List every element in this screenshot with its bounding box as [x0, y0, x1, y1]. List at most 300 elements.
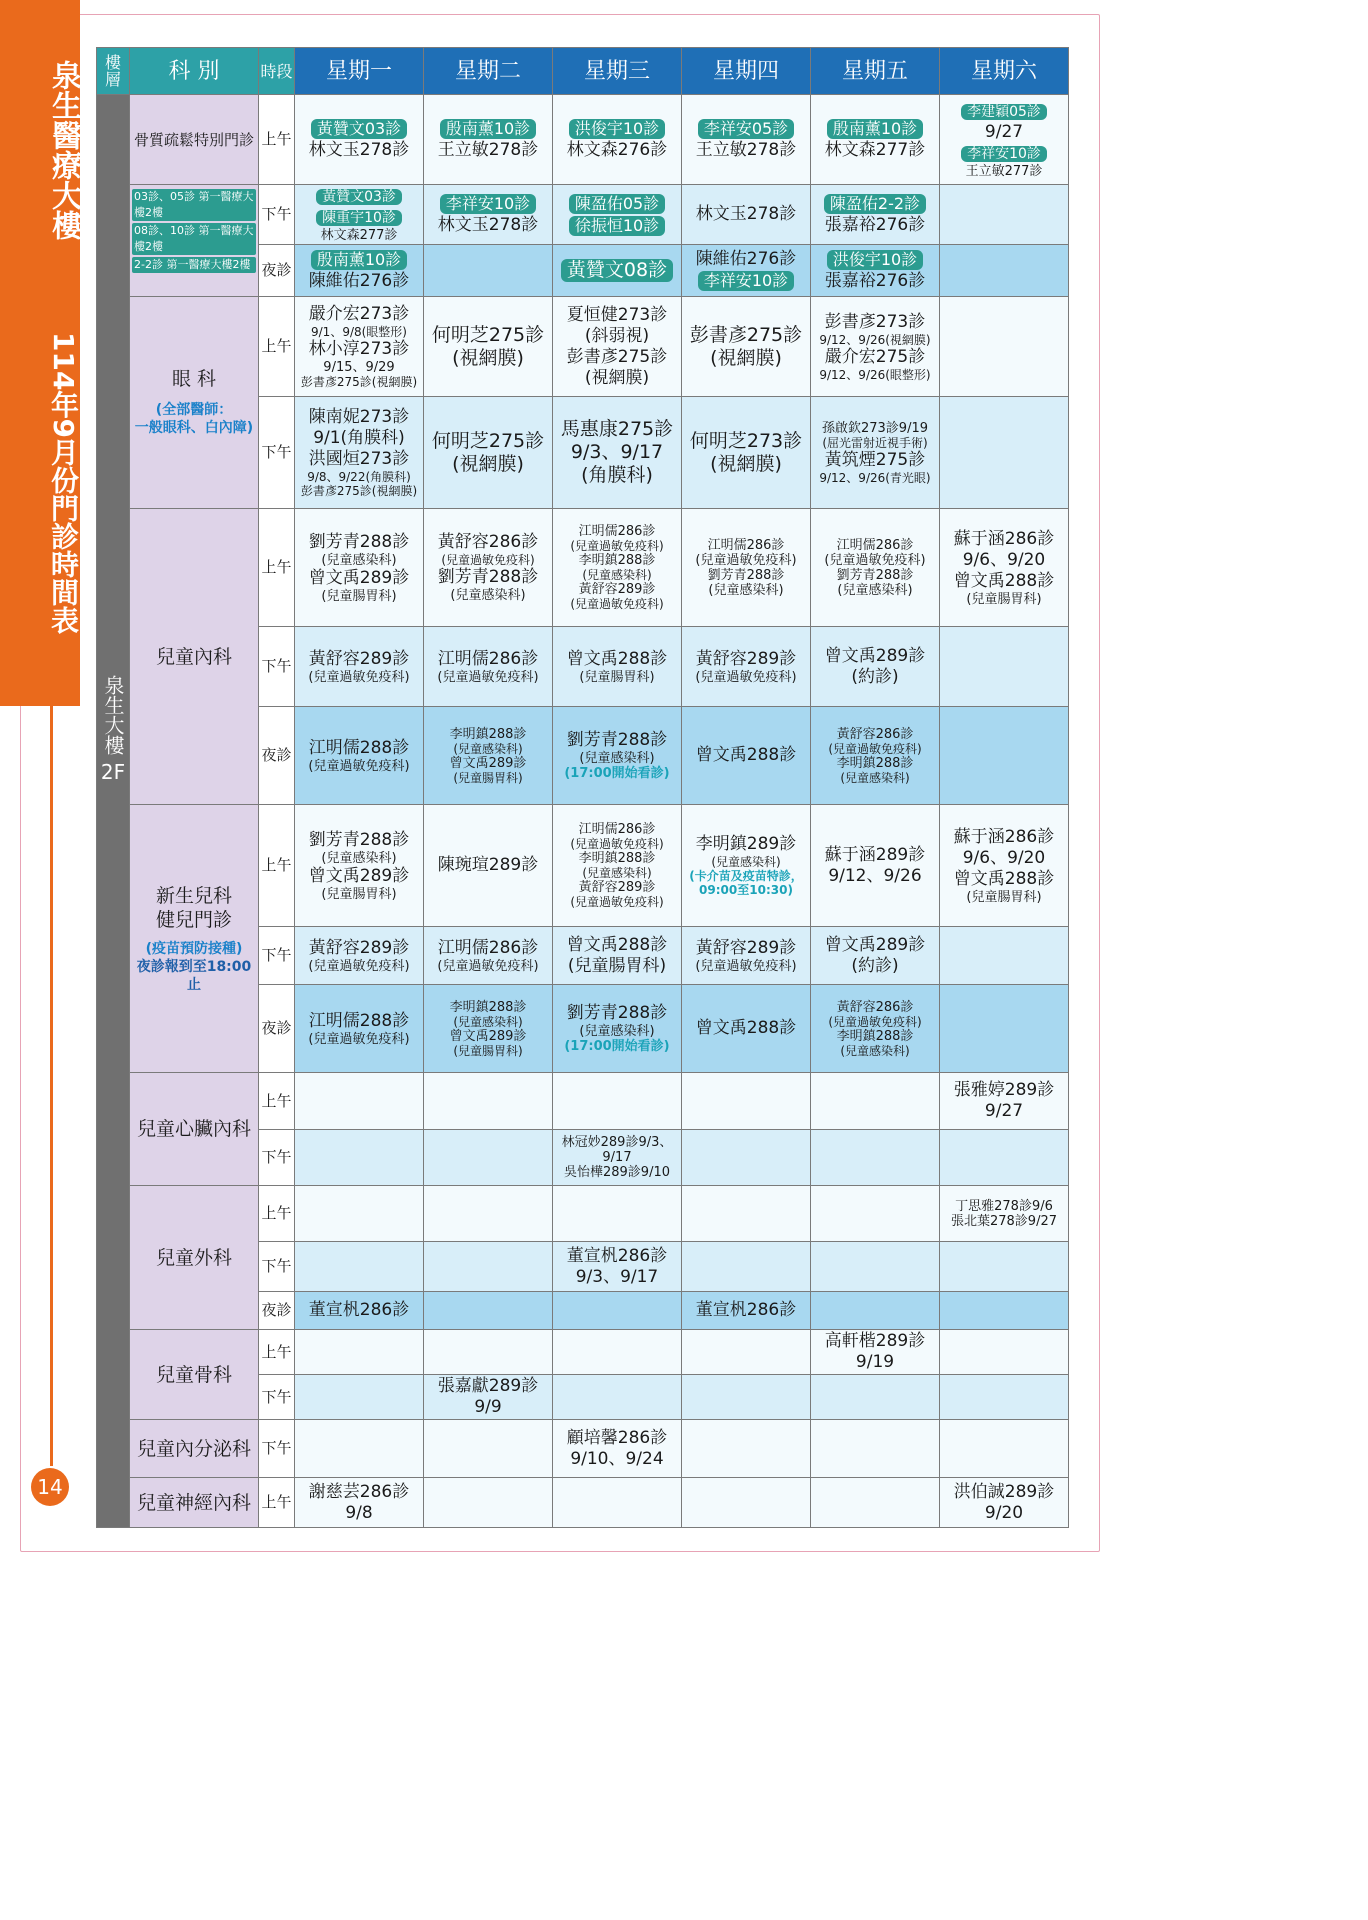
surg-ev-wed [553, 1292, 682, 1330]
bone-pm-fri-tag: 陳盈佑2-2診 [824, 194, 926, 214]
bone-pm-slot: 下午 [259, 185, 295, 245]
eye-am-mon-l1: 9/1、9/8(眼整形) [311, 325, 407, 339]
ped-pm-thu-l1: (兒童過敏免疫科) [695, 669, 797, 685]
bone-ev-thu-text: 陳維佑276診 [695, 249, 797, 269]
floor-level: 2F [100, 760, 126, 784]
nb-ev-fri-l3: (兒童感染科) [840, 1043, 910, 1058]
ped-am-sat [940, 509, 1069, 627]
ortho-pm-fri [811, 1375, 940, 1420]
nb-dept [130, 805, 259, 1073]
bone-locations [130, 185, 259, 297]
nb-am-mon-l0: 劉芳青288診 [308, 829, 410, 850]
surg-ev-mon: 董宣杋286診 [295, 1292, 424, 1330]
endo-pm-wed [553, 1420, 682, 1478]
surg-pm-tue [424, 1242, 553, 1292]
nb-ev-mon-l1: (兒童過敏免疫科) [308, 1031, 410, 1047]
eye-am-sat [940, 297, 1069, 397]
ped-pm-wed-l1: (兒童腸胃科) [579, 669, 655, 685]
eye-pm-thu-l0: 何明芝273診 [689, 429, 803, 452]
bone-pm-wed [553, 185, 682, 245]
ped-am-tue [424, 509, 553, 627]
eye-pm-sat [940, 397, 1069, 509]
ortho-am-slot: 上午 [259, 1330, 295, 1375]
ped-am-thu-l0: 江明儒286診 [707, 537, 785, 553]
bone-dept: 骨質疏鬆特別門診 [130, 95, 259, 185]
cardio-am-thu [682, 1073, 811, 1130]
surg-am-thu [682, 1186, 811, 1242]
eye-pm-slot: 下午 [259, 397, 295, 509]
ped-am-mon [295, 509, 424, 627]
ped-am-tue-l2: 劉芳青288診 [437, 567, 539, 587]
nb-am-fri [811, 805, 940, 927]
ped-ev-mon [295, 707, 424, 805]
ped-am-thu [682, 509, 811, 627]
cardio-pm-sat [940, 1130, 1069, 1186]
ortho-am-fri: 高軒楷289診9/19 [811, 1330, 940, 1375]
nb-am-thu-l0: 李明鎮289診 [695, 834, 797, 854]
ortho-am-thu [682, 1330, 811, 1375]
nb-am-thu-l2: (卡介苗及疫苗特診， [689, 869, 803, 883]
surg-ev-tue [424, 1292, 553, 1330]
nb-ev-wed-l0: 劉芳青288診 [566, 1003, 668, 1023]
nb-pm-thu-l1: (兒童過敏免疫科) [695, 958, 797, 974]
bone-am-mon-tag: 黃贊文03診 [311, 119, 407, 139]
ortho-pm-slot: 下午 [259, 1375, 295, 1420]
ortho-am-row [97, 1330, 1069, 1375]
bone-ev-fri [811, 245, 940, 297]
nb-note-2: 夜診報到至18:00止 [136, 958, 252, 993]
bone-ev-mon [295, 245, 424, 297]
endo-pm-slot: 下午 [259, 1420, 295, 1478]
bone-am-mon [295, 95, 424, 185]
bone-am-tue-tag: 殷南薰10診 [440, 119, 536, 139]
bone-pm-mon [295, 185, 424, 245]
eye-am-fri-l1: 9/12、9/26(視網膜) [819, 332, 931, 347]
bone-pm-mon-text: 林文森277診 [320, 228, 398, 243]
nb-am-tue [424, 805, 553, 927]
ped-am-wed-l3: (兒童感染科) [582, 568, 652, 582]
bone-am-thu-text: 王立敏278診 [695, 140, 797, 160]
cardio-pm-fri [811, 1130, 940, 1186]
eye-am-fri-l2: 嚴介宏275診 [824, 346, 926, 367]
nb-am-fri-l1: 9/12、9/26 [828, 865, 922, 886]
cardio-am-mon [295, 1073, 424, 1130]
ortho-dept: 兒童骨科 [130, 1330, 259, 1420]
nb-am-mon [295, 805, 424, 927]
bone-am-tue [424, 95, 553, 185]
ortho-pm-wed [553, 1375, 682, 1420]
ped-ev-fri-l3: (兒童感染科) [840, 770, 910, 785]
header-mon: 星期一 [295, 48, 424, 95]
ped-am-sat-l0: 蘇于涵286診 [953, 528, 1055, 549]
endo-pm-thu [682, 1420, 811, 1478]
eye-am-tue-l1: (視網膜) [452, 346, 524, 369]
endo-pm-sat [940, 1420, 1069, 1478]
bone-pm-row [97, 185, 1069, 245]
ped-ev-thu-l0: 曾文禹288診 [695, 745, 797, 765]
surg-am-sat-l0: 丁思雅278診9/6 [955, 1198, 1053, 1214]
ped-pm-fri [811, 627, 940, 707]
nb-am-fri-l0: 蘇于涵289診 [824, 844, 926, 865]
ped-am-slot: 上午 [259, 509, 295, 627]
nb-ev-wed [553, 985, 682, 1073]
bone-ev-sat [940, 245, 1069, 297]
cardio-am-sat-l0: 張雅婷289診 [953, 1080, 1055, 1100]
nb-am-wed-l5: (兒童過敏免疫科) [570, 895, 664, 909]
eye-pm-fri [811, 397, 940, 509]
cardio-am-sat [940, 1073, 1069, 1130]
bone-pm-wed-tag2: 徐振恒10診 [569, 216, 665, 236]
bone-ev-slot: 夜診 [259, 245, 295, 297]
bone-pm-tue [424, 185, 553, 245]
nb-am-wed-l4: 黃舒容289診 [578, 880, 656, 895]
ped-am-fri [811, 509, 940, 627]
eye-am-wed [553, 297, 682, 397]
eye-pm-fri-l2: 黃筑煙275診 [824, 449, 926, 470]
ped-pm-thu [682, 627, 811, 707]
bone-ev-fri-text: 張嘉裕276診 [824, 271, 926, 291]
cardio-am-slot: 上午 [259, 1073, 295, 1130]
ped-ev-tue-l2: 曾文禹289診 [449, 755, 527, 771]
nb-pm-sat [940, 927, 1069, 985]
cardio-pm-wed-l1: 吳怡樺289診9/10 [563, 1165, 670, 1180]
ortho-pm-thu [682, 1375, 811, 1420]
nb-am-thu [682, 805, 811, 927]
cardio-pm-tue [424, 1130, 553, 1186]
nb-ev-fri [811, 985, 940, 1073]
ped-pm-thu-l0: 黃舒容289診 [695, 648, 797, 669]
bone-am-fri-text: 林文森277診 [824, 140, 926, 160]
eye-pm-mon-l0: 陳南妮273診 [308, 407, 410, 427]
surg-am-sat [940, 1186, 1069, 1242]
nb-am-wed-l2: 李明鎮288診 [578, 851, 656, 866]
neuro-am-row [97, 1478, 1069, 1528]
ped-pm-mon [295, 627, 424, 707]
ped-am-mon-l3: (兒童腸胃科) [321, 588, 397, 604]
header-slot: 時段 [259, 48, 295, 95]
endo-pm-tue [424, 1420, 553, 1478]
eye-am-mon-l0: 嚴介宏273診 [308, 304, 410, 324]
bone-am-mon-text: 林文玉278診 [308, 140, 410, 160]
header-fri: 星期五 [811, 48, 940, 95]
ortho-am-wed [553, 1330, 682, 1375]
bone-pm-mon-tag1: 黃贊文03診 [316, 189, 402, 205]
eye-am-wed-l0: 夏恒健273診 [566, 304, 668, 325]
ortho-pm-sat [940, 1375, 1069, 1420]
ortho-am-tue [424, 1330, 553, 1375]
eye-pm-tue-l1: (視網膜) [452, 452, 524, 475]
cardio-dept: 兒童心臟內科 [130, 1073, 259, 1186]
nb-am-sat [940, 805, 1069, 927]
ped-ev-fri-l1: (兒童過敏免疫科) [828, 741, 922, 756]
bone-pm-mon-tag2: 陳重宇10診 [316, 210, 402, 226]
nb-ev-tue-l0: 李明鎮288診 [449, 999, 527, 1015]
cardio-pm-mon [295, 1130, 424, 1186]
eye-pm-thu-l1: (視網膜) [710, 452, 782, 475]
ped-am-fri-l1: (兒童過敏免疫科) [824, 552, 926, 568]
bone-am-wed-text: 林文森276診 [566, 140, 668, 160]
cardio-pm-wed-l0: 林冠妙289診9/3、9/17 [561, 1135, 673, 1165]
bone-am-slot: 上午 [259, 95, 295, 185]
nb-ev-slot: 夜診 [259, 985, 295, 1073]
bone-pm-sat [940, 185, 1069, 245]
schedule-table [96, 47, 1069, 1528]
nb-ev-thu [682, 985, 811, 1073]
nb-ev-wed-l1: (兒童感染科) [579, 1024, 655, 1039]
nb-pm-fri [811, 927, 940, 985]
header-wed: 星期三 [553, 48, 682, 95]
bone-loc-2: 08診、10診 第一醫療大樓2樓 [132, 223, 256, 255]
bone-am-wed-tag: 洪俊宇10診 [569, 119, 665, 139]
nb-am-wed [553, 805, 682, 927]
side-title: 泉生醫療大樓 [46, 60, 81, 240]
bone-am-row [97, 95, 1069, 185]
eye-pm-wed-l0: 馬惠康275診 [560, 418, 674, 440]
nb-pm-mon [295, 927, 424, 985]
eye-am-thu-l0: 彭書彥275診 [689, 323, 803, 346]
bone-ev-thu [682, 245, 811, 297]
nb-ev-tue-l2: 曾文禹289診 [449, 1028, 527, 1044]
eye-note-1: (全部醫師： [155, 402, 233, 418]
ped-am-thu-l1: (兒童過敏免疫科) [695, 552, 797, 568]
ped-ev-wed-l2: (17:00開始看診) [564, 766, 670, 781]
ped-dept: 兒童內科 [130, 509, 259, 805]
nb-pm-slot: 下午 [259, 927, 295, 985]
eye-pm-wed [553, 397, 682, 509]
eye-dept [130, 297, 259, 509]
nb-am-wed-l0: 江明儒286診 [578, 822, 656, 837]
ped-ev-tue-l0: 李明鎮288診 [449, 726, 527, 742]
eye-pm-mon-l2: 洪國烜273診 [308, 449, 410, 469]
bone-pm-wed-tag1: 陳盈佑05診 [569, 194, 665, 214]
ped-ev-wed-l1: (兒童感染科) [579, 751, 655, 766]
floor-cell [97, 95, 130, 1528]
bone-pm-tue-text: 林文玉278診 [437, 215, 539, 235]
nb-pm-fri-l1: (約診) [851, 955, 899, 976]
nb-am-mon-l3: (兒童腸胃科) [321, 886, 397, 902]
cardio-am-wed [553, 1073, 682, 1130]
neuro-am-tue [424, 1478, 553, 1528]
nb-note-1: (疫苗預防接種) [145, 940, 243, 957]
ped-am-sat-l3: (兒童腸胃科) [966, 591, 1042, 607]
ped-am-fri-l3: (兒童感染科) [837, 582, 913, 598]
surg-am-wed [553, 1186, 682, 1242]
bone-pm-tue-tag: 李祥安10診 [440, 194, 536, 214]
ped-ev-thu [682, 707, 811, 805]
neuro-am-sat: 洪伯誠289診9/20 [940, 1478, 1069, 1528]
nb-pm-tue-l1: (兒童過敏免疫科) [437, 958, 539, 974]
surg-pm-sat [940, 1242, 1069, 1292]
ped-am-mon-l0: 劉芳青288診 [308, 531, 410, 552]
eye-pm-tue-l0: 何明芝275診 [431, 429, 545, 452]
ped-am-tue-l1: (兒童過敏免疫科) [441, 553, 535, 567]
eye-am-wed-l1: (斜弱視) [584, 325, 650, 346]
ped-ev-tue-l1: (兒童感染科) [453, 741, 523, 756]
ped-pm-tue [424, 627, 553, 707]
bone-am-sat-tag2: 李祥安10診 [961, 146, 1047, 162]
ped-am-thu-l3: (兒童感染科) [708, 582, 784, 598]
bone-ev-mon-tag: 殷南薰10診 [311, 250, 407, 270]
ped-am-wed [553, 509, 682, 627]
eye-pm-fri-l3: 9/12、9/26(青光眼) [819, 470, 931, 485]
ped-pm-tue-l0: 江明儒286診 [437, 648, 539, 669]
eye-pm-fri-l1: (屈光雷射近視手術) [822, 435, 928, 450]
surg-am-mon [295, 1186, 424, 1242]
surg-ev-thu: 董宣杋286診 [682, 1292, 811, 1330]
eye-pm-tue [424, 397, 553, 509]
eye-am-fri [811, 297, 940, 397]
nb-ev-thu-l0: 曾文禹288診 [695, 1018, 797, 1038]
header-thu: 星期四 [682, 48, 811, 95]
eye-am-row [97, 297, 1069, 397]
page-number: 14 [31, 1468, 69, 1506]
nb-am-thu-l3: 09:00至10:30) [699, 883, 793, 897]
eye-am-wed-l3: (視網膜) [584, 367, 650, 388]
eye-pm-wed-l1: 9/3、9/17 [570, 441, 664, 463]
side-title-tab [0, 0, 80, 706]
surg-pm-fri [811, 1242, 940, 1292]
endo-dept: 兒童內分泌科 [130, 1420, 259, 1478]
neuro-am-wed [553, 1478, 682, 1528]
nb-ev-mon [295, 985, 424, 1073]
ped-am-fri-l2: 劉芳青288診 [836, 567, 914, 583]
endo-pm-wed-l1: 9/10、9/24 [570, 1448, 664, 1469]
bone-am-tue-text: 王立敏278診 [437, 140, 539, 160]
ortho-pm-mon [295, 1375, 424, 1420]
endo-pm-wed-l0: 顧培馨286診 [566, 1427, 668, 1448]
bone-am-sat-tag1: 李建穎05診 [961, 104, 1047, 120]
eye-pm-mon [295, 397, 424, 509]
nb-name-2: 健兒門診 [155, 908, 232, 931]
nb-pm-thu [682, 927, 811, 985]
eye-am-fri-l3: 9/12、9/26(眼整形) [819, 367, 931, 382]
nb-pm-wed-l1: (兒童腸胃科) [567, 955, 667, 976]
bone-am-sat-text: 王立敏277診 [965, 163, 1043, 179]
ped-am-tue-l3: (兒童感染科) [450, 588, 526, 603]
bone-pm-thu: 林文玉278診 [682, 185, 811, 245]
ped-am-mon-l2: 曾文禹289診 [308, 567, 410, 588]
ped-pm-fri-l0: 曾文禹289診 [824, 645, 926, 666]
header-row [97, 48, 1069, 95]
ped-am-wed-l4: 黃舒容289診 [578, 582, 656, 597]
nb-am-row [97, 805, 1069, 927]
nb-ev-mon-l0: 江明儒288診 [308, 1010, 410, 1031]
eye-am-mon-l3: 9/15、9/29 [323, 360, 395, 375]
ped-am-fri-l0: 江明儒286診 [836, 537, 914, 553]
nb-am-sat-l3: (兒童腸胃科) [966, 889, 1042, 905]
bone-loc-1: 03診、05診 第一醫療大樓2樓 [132, 189, 256, 221]
bone-am-thu [682, 95, 811, 185]
neuro-dept: 兒童神經內科 [130, 1478, 259, 1528]
surg-pm-thu [682, 1242, 811, 1292]
bone-am-sat-date: 9/27 [984, 121, 1024, 142]
bone-ev-wed-tag: 黃贊文08診 [561, 259, 673, 282]
eye-am-thu [682, 297, 811, 397]
ped-pm-fri-l1: (約診) [851, 666, 899, 687]
ped-ev-slot: 夜診 [259, 707, 295, 805]
floor-building: 泉生大樓 [101, 675, 125, 755]
header-dept: 科 別 [130, 48, 259, 95]
ped-pm-wed [553, 627, 682, 707]
nb-pm-tue [424, 927, 553, 985]
eye-am-tue [424, 297, 553, 397]
eye-pm-thu [682, 397, 811, 509]
nb-ev-tue-l1: (兒童感染科) [453, 1014, 523, 1029]
surg-ev-slot: 夜診 [259, 1292, 295, 1330]
eye-am-thu-l1: (視網膜) [710, 346, 782, 369]
ortho-am-mon [295, 1330, 424, 1375]
nb-ev-tue-l3: (兒童腸胃科) [453, 1043, 523, 1058]
neuro-am-mon: 謝慈芸286診9/8 [295, 1478, 424, 1528]
bone-am-thu-tag: 李祥安05診 [698, 119, 794, 139]
neuro-am-thu [682, 1478, 811, 1528]
nb-am-mon-l1: (兒童感染科) [321, 850, 397, 866]
ped-am-tue-l0: 黃舒容286診 [437, 532, 539, 552]
bone-pm-fri-text: 張嘉裕276診 [824, 215, 926, 235]
endo-pm-mon [295, 1420, 424, 1478]
surg-ev-fri [811, 1292, 940, 1330]
surg-dept: 兒童外科 [130, 1186, 259, 1330]
ped-am-thu-l2: 劉芳青288診 [707, 567, 785, 583]
eye-pm-fri-l0: 孫啟欽273診9/19 [821, 420, 928, 436]
cardio-am-fri [811, 1073, 940, 1130]
eye-pm-mon-l1: 9/1(角膜科) [313, 428, 405, 448]
nb-am-thu-l1: (兒童感染科) [711, 855, 781, 869]
nb-am-slot: 上午 [259, 805, 295, 927]
neuro-am-fri [811, 1478, 940, 1528]
bone-am-sat [940, 95, 1069, 185]
eye-am-tue-l0: 何明芝275診 [431, 323, 545, 346]
endo-pm-row [97, 1420, 1069, 1478]
eye-note-2: 一般眼科、白內障) [134, 420, 254, 436]
cardio-pm-thu [682, 1130, 811, 1186]
nb-am-tue-l0: 陳琬瑄289診 [437, 855, 539, 875]
surg-pm-slot: 下午 [259, 1242, 295, 1292]
eye-am-wed-l2: 彭書彥275診 [566, 346, 668, 367]
ped-pm-slot: 下午 [259, 627, 295, 707]
cardio-am-row [97, 1073, 1069, 1130]
header-sat: 星期六 [940, 48, 1069, 95]
nb-am-sat-l0: 蘇于涵286診 [953, 826, 1055, 847]
surg-pm-mon [295, 1242, 424, 1292]
bone-am-fri [811, 95, 940, 185]
nb-ev-tue [424, 985, 553, 1073]
nb-ev-fri-l1: (兒童過敏免疫科) [828, 1014, 922, 1029]
ortho-pm-tue: 張嘉獻289診9/9 [424, 1375, 553, 1420]
eye-pm-wed-l2: (角膜科) [581, 464, 653, 486]
surg-pm-wed-l1: 9/3、9/17 [575, 1266, 659, 1287]
ped-ev-wed-l0: 劉芳青288診 [566, 730, 668, 750]
nb-pm-mon-l1: (兒童過敏免疫科) [308, 958, 410, 974]
bone-ev-wed [553, 245, 682, 297]
side-subtitle: 114年9月份門診時間表 [47, 332, 80, 634]
nb-am-sat-l1: 9/6、9/20 [962, 847, 1046, 868]
bone-pm-fri [811, 185, 940, 245]
surg-pm-wed-l0: 董宣杋286診 [566, 1245, 668, 1266]
eye-pm-mon-l4: 彭書彥275診(視網膜) [300, 484, 418, 498]
bone-am-fri-tag: 殷南薰10診 [827, 119, 923, 139]
ped-ev-mon-l1: (兒童過敏免疫科) [308, 758, 410, 774]
nb-pm-mon-l0: 黃舒容289診 [308, 937, 410, 958]
side-line [50, 706, 53, 1466]
ped-pm-wed-l0: 曾文禹288診 [566, 648, 668, 669]
ortho-am-sat [940, 1330, 1069, 1375]
eye-am-fri-l0: 彭書彥273診 [824, 311, 926, 332]
ped-pm-mon-l0: 黃舒容289診 [308, 648, 410, 669]
ped-am-sat-l1: 9/6、9/20 [962, 549, 1046, 570]
ped-ev-fri [811, 707, 940, 805]
surg-am-fri [811, 1186, 940, 1242]
